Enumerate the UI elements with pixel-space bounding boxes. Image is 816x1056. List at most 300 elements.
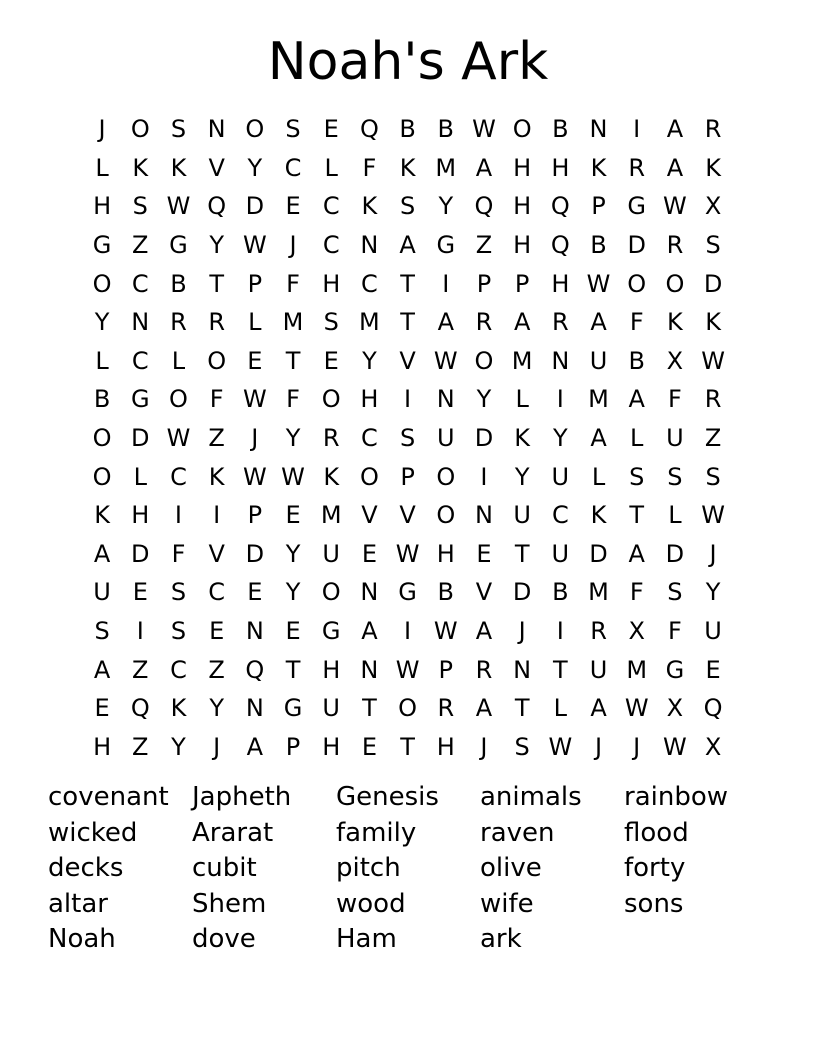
grid-letter: B (552, 115, 569, 144)
grid-letter: E (476, 539, 492, 568)
grid-letter: V (399, 346, 416, 375)
grid-letter: Z (208, 655, 225, 684)
grid-letter: L (668, 501, 682, 530)
grid-letter: O (321, 385, 341, 414)
grid-letter: R (590, 617, 607, 646)
grid-letter: L (630, 424, 644, 453)
grid-letter: Y (285, 539, 301, 568)
grid-letter: Z (132, 655, 149, 684)
grid-letter: Q (474, 192, 494, 221)
grid-letter: S (514, 732, 530, 761)
grid-letter: F (209, 385, 224, 414)
grid-letter: U (322, 694, 340, 723)
grid-letter: Y (94, 308, 110, 337)
word-list-item: covenant (48, 782, 169, 812)
grid-letter: C (361, 424, 378, 453)
word-list-item: dove (192, 924, 256, 954)
grid-letter: N (245, 694, 264, 723)
grid-letter: S (323, 308, 339, 337)
grid-letter: H (551, 153, 570, 182)
grid-letter: X (666, 346, 684, 375)
grid-row (83, 612, 733, 651)
grid-letter: O (92, 424, 112, 453)
grid-letter: K (170, 694, 187, 723)
word-list-item: animals (480, 782, 582, 812)
grid-letter: R (704, 385, 722, 414)
word-list-item: cubit (192, 853, 257, 883)
grid-letter: M (511, 346, 533, 375)
grid-letter: H (360, 385, 379, 414)
grid-letter: C (322, 231, 340, 260)
grid-letter: P (247, 501, 263, 530)
word-list-item: decks (48, 853, 124, 883)
grid-letter: Y (171, 732, 186, 761)
grid-letter: Q (207, 192, 227, 221)
grid-letter: N (589, 115, 608, 144)
grid-letter: L (248, 308, 262, 337)
grid-letter: Y (438, 192, 454, 221)
grid-row (83, 689, 733, 728)
grid-letter: D (131, 424, 150, 453)
grid-row (83, 187, 733, 226)
grid-letter: P (285, 732, 301, 761)
grid-letter: D (665, 539, 685, 568)
grid-letter: T (514, 539, 530, 568)
grid-letter: O (169, 385, 188, 414)
grid-letter: A (475, 694, 493, 723)
grid-letter: D (512, 578, 532, 607)
grid-letter: X (704, 732, 722, 761)
grid-letter: A (590, 424, 607, 453)
grid-row (83, 535, 733, 574)
grid-letter: O (512, 115, 532, 144)
grid-letter: L (95, 153, 109, 182)
grid-letter: G (665, 655, 685, 684)
grid-letter: F (362, 153, 377, 182)
grid-letter: N (360, 655, 379, 684)
grid-letter: H (551, 269, 570, 298)
grid-letter: T (400, 308, 415, 337)
grid-letter: G (92, 231, 112, 260)
grid-letter: A (628, 385, 645, 414)
grid-letter: M (435, 153, 457, 182)
grid-letter: I (404, 385, 412, 414)
grid-letter: M (320, 501, 342, 530)
grid-letter: O (398, 694, 418, 723)
grid-letter: I (442, 269, 450, 298)
grid-letter: R (704, 115, 722, 144)
grid-letter: O (92, 462, 112, 491)
grid-letter: C (361, 269, 378, 298)
grid-letter: U (513, 501, 531, 530)
grid-row (83, 380, 733, 419)
grid-letter: J (633, 732, 641, 761)
grid-letter: K (361, 192, 378, 221)
grid-letter: R (437, 694, 455, 723)
grid-letter: V (208, 539, 225, 568)
grid-letter: W (242, 385, 267, 414)
grid-letter: N (436, 385, 455, 414)
grid-row (83, 728, 733, 767)
grid-letter: E (705, 655, 721, 684)
grid-letter: W (433, 617, 458, 646)
grid-letter: W (395, 655, 420, 684)
grid-letter: C (322, 192, 340, 221)
grid-letter: S (170, 617, 187, 646)
page-title: Noah's Ark (267, 32, 549, 92)
grid-letter: B (399, 115, 416, 144)
grid-letter: H (513, 153, 532, 182)
grid-letter: L (171, 346, 186, 375)
grid-letter: O (207, 346, 227, 375)
grid-letter: J (289, 231, 297, 260)
grid-letter: T (209, 269, 224, 298)
grid-letter: M (588, 578, 609, 607)
grid-letter: R (322, 424, 340, 453)
grid-letter: L (324, 153, 338, 182)
grid-letter: W (663, 732, 687, 761)
grid-letter: W (281, 462, 305, 491)
grid-letter: K (323, 462, 340, 491)
grid-letter: M (359, 308, 380, 337)
grid-letter: S (667, 578, 683, 607)
grid-letter: U (589, 655, 608, 684)
grid-letter: F (286, 385, 300, 414)
word-list-item: Noah (48, 924, 116, 954)
grid-letter: K (208, 462, 225, 491)
word-list-item: family (336, 817, 417, 848)
grid-letter: T (285, 346, 301, 375)
word-list-item: Japheth (192, 782, 292, 812)
word-list-item: altar (48, 888, 108, 919)
grid-letter: K (132, 153, 149, 182)
grid-letter: U (551, 462, 570, 491)
grid-letter: J (98, 115, 106, 144)
grid-letter: N (474, 501, 493, 530)
grid-letter: W (624, 694, 649, 723)
grid-letter: D (245, 192, 265, 221)
grid-letter: S (132, 192, 148, 221)
grid-letter: R (552, 308, 569, 337)
grid-letter: U (666, 424, 684, 453)
grid-letter: E (209, 617, 225, 646)
grid-letter: Y (362, 346, 377, 375)
grid-letter: O (130, 115, 150, 144)
grid-letter: W (663, 192, 687, 221)
grid-letter: P (438, 655, 454, 684)
grid-letter: A (666, 115, 684, 144)
grid-letter: A (246, 732, 264, 761)
grid-letter: H (513, 192, 532, 221)
grid-letter: M (588, 385, 609, 414)
grid-letter: O (321, 578, 341, 607)
grid-letter: W (166, 424, 191, 453)
grid-letter: U (551, 539, 570, 568)
grid-letter: L (515, 385, 529, 414)
grid-letter: X (628, 617, 645, 646)
grid-letter: Z (475, 231, 493, 260)
grid-letter: I (213, 501, 221, 530)
grid-letter: W (433, 346, 458, 375)
grid-letter: Q (550, 192, 570, 221)
grid-row (83, 573, 733, 612)
grid-letter: U (589, 346, 608, 375)
grid-row (83, 342, 733, 381)
grid-row (83, 457, 733, 496)
grid-letter: W (548, 732, 573, 761)
grid-letter: Z (132, 732, 149, 761)
grid-letter: N (551, 346, 570, 375)
grid-row (83, 650, 733, 689)
grid-letter: L (95, 346, 109, 375)
grid-letter: K (667, 308, 683, 337)
grid-letter: R (208, 308, 225, 337)
grid-letter: J (480, 732, 488, 761)
grid-letter: D (131, 539, 150, 568)
grid-letter: I (480, 462, 488, 491)
word-list-item: wicked (48, 817, 138, 848)
grid-letter: C (170, 655, 187, 684)
grid-letter: R (475, 308, 493, 337)
grid-letter: F (171, 539, 186, 568)
grid-letter: F (629, 308, 644, 337)
grid-letter: N (245, 617, 264, 646)
grid-letter: C (170, 462, 187, 491)
grid-letter: A (93, 655, 111, 684)
grid-letter: M (626, 655, 648, 684)
word-list-item: Shem (192, 888, 267, 919)
grid-letter: R (475, 655, 493, 684)
grid-letter: A (437, 308, 454, 337)
word-list-item: olive (480, 853, 542, 883)
grid-letter: E (94, 694, 110, 723)
grid-letter: A (666, 153, 684, 182)
grid-row (83, 110, 733, 149)
grid-letter: F (668, 617, 682, 646)
grid-letter: T (553, 655, 568, 684)
grid-letter: N (207, 115, 226, 144)
grid-letter: Z (132, 231, 149, 260)
grid-letter: Y (209, 694, 224, 723)
grid-letter: Y (476, 385, 492, 414)
grid-letter: P (514, 269, 530, 298)
grid-letter: Y (514, 462, 530, 491)
grid-letter: Z (208, 424, 225, 453)
letter-grid (83, 110, 733, 766)
grid-letter: H (322, 732, 341, 761)
grid-letter: C (131, 346, 149, 375)
grid-letter: J (594, 732, 603, 761)
grid-letter: Q (703, 694, 723, 723)
grid-letter: H (322, 269, 341, 298)
grid-letter: G (627, 192, 647, 221)
grid-letter: W (701, 346, 725, 375)
grid-letter: O (627, 269, 647, 298)
grid-letter: V (361, 501, 378, 530)
grid-letter: F (286, 269, 300, 298)
grid-letter: A (475, 153, 493, 182)
grid-letter: D (627, 231, 646, 260)
grid-letter: T (285, 655, 301, 684)
grid-letter: W (166, 192, 191, 221)
grid-letter: I (404, 617, 412, 646)
grid-letter: V (399, 501, 416, 530)
word-list (48, 780, 768, 958)
grid-letter: E (247, 346, 263, 375)
grid-letter: E (361, 539, 377, 568)
grid-letter: W (472, 115, 496, 144)
grid-letter: P (400, 462, 415, 491)
grid-letter: J (709, 539, 717, 568)
grid-letter: Y (285, 424, 301, 453)
grid-letter: P (591, 192, 606, 221)
grid-letter: J (213, 732, 221, 761)
grid-letter: P (476, 269, 492, 298)
grid-letter: R (170, 308, 187, 337)
grid-letter: K (94, 501, 110, 530)
grid-letter: O (665, 269, 685, 298)
grid-letter: G (283, 694, 303, 723)
grid-letter: N (131, 308, 150, 337)
grid-letter: K (590, 501, 607, 530)
grid-letter: B (93, 385, 111, 414)
grid-letter: Y (247, 153, 263, 182)
grid-letter: E (132, 578, 148, 607)
grid-letter: B (628, 346, 645, 375)
grid-letter: L (591, 462, 606, 491)
word-list-item: flood (624, 817, 689, 848)
grid-letter: O (359, 462, 379, 491)
grid-letter: A (399, 231, 416, 260)
grid-letter: A (628, 539, 645, 568)
grid-row (83, 303, 733, 342)
grid-letter: R (666, 231, 684, 260)
grid-letter: B (590, 231, 607, 260)
grid-letter: A (513, 308, 531, 337)
grid-letter: O (474, 346, 494, 375)
grid-letter: N (360, 578, 379, 607)
grid-letter: I (174, 501, 182, 530)
grid-letter: Q (550, 231, 570, 260)
grid-letter: K (399, 153, 416, 182)
word-list-item: rainbow (624, 782, 728, 812)
word-list-item: Genesis (336, 782, 439, 812)
grid-letter: W (242, 462, 267, 491)
grid-letter: A (590, 308, 607, 337)
grid-letter: I (136, 617, 144, 646)
grid-letter: H (93, 192, 112, 221)
grid-letter: S (399, 192, 416, 221)
grid-letter: I (556, 385, 564, 414)
grid-letter: S (705, 462, 721, 491)
grid-letter: F (629, 578, 644, 607)
grid-letter: V (208, 153, 225, 182)
grid-letter: Z (704, 424, 722, 453)
grid-letter: I (556, 617, 564, 646)
grid-letter: U (93, 578, 111, 607)
grid-letter: Q (130, 694, 150, 723)
grid-letter: A (93, 539, 111, 568)
grid-letter: A (590, 694, 607, 723)
grid-letter: O (245, 115, 265, 144)
grid-letter: B (437, 578, 455, 607)
grid-letter: H (93, 732, 112, 761)
grid-letter: L (133, 462, 147, 491)
grid-letter: W (395, 539, 420, 568)
grid-letter: C (131, 269, 149, 298)
grid-letter: T (400, 732, 415, 761)
grid-letter: E (361, 732, 377, 761)
grid-letter: J (251, 424, 259, 453)
grid-letter: U (704, 617, 722, 646)
grid-letter: E (323, 346, 339, 375)
word-list-item: raven (480, 817, 555, 848)
word-list-item: ark (480, 924, 522, 954)
grid-row (83, 226, 733, 265)
grid-letter: D (474, 424, 494, 453)
grid-letter: C (551, 501, 569, 530)
grid-letter: H (513, 231, 532, 260)
grid-letter: Q (359, 115, 379, 144)
grid-letter: G (169, 231, 188, 260)
grid-letter: O (436, 501, 456, 530)
word-list-item: sons (624, 888, 684, 919)
grid-letter: N (513, 655, 532, 684)
grid-letter: E (285, 192, 301, 221)
grid-letter: D (703, 269, 723, 298)
grid-letter: K (705, 308, 721, 337)
grid-letter: T (400, 269, 415, 298)
grid-letter: W (242, 231, 267, 260)
grid-row (83, 496, 733, 535)
grid-letter: E (285, 501, 301, 530)
grid-letter: S (667, 462, 683, 491)
grid-letter: T (629, 501, 645, 530)
grid-row (83, 264, 733, 303)
grid-letter: B (437, 115, 455, 144)
grid-letter: D (245, 539, 265, 568)
grid-letter: T (514, 694, 530, 723)
grid-letter: U (322, 539, 340, 568)
grid-letter: F (668, 385, 682, 414)
grid-letter: W (586, 269, 611, 298)
grid-letter: X (666, 694, 684, 723)
grid-letter: V (475, 578, 493, 607)
grid-letter: S (705, 231, 721, 260)
grid-letter: P (247, 269, 263, 298)
grid-letter: Q (245, 655, 265, 684)
grid-letter: N (360, 231, 379, 260)
grid-letter: S (170, 115, 187, 144)
grid-letter: Y (285, 578, 301, 607)
grid-letter: R (628, 153, 646, 182)
grid-letter: E (323, 115, 339, 144)
grid-letter: B (170, 269, 187, 298)
grid-letter: K (170, 153, 187, 182)
grid-letter: Y (209, 231, 224, 260)
grid-letter: H (436, 732, 455, 761)
grid-letter: H (436, 539, 455, 568)
grid-letter: W (701, 501, 725, 530)
grid-letter: C (284, 153, 302, 182)
grid-letter: X (704, 192, 722, 221)
grid-letter: S (285, 115, 301, 144)
grid-row (83, 149, 733, 188)
grid-letter: S (170, 578, 187, 607)
grid-letter: H (322, 655, 341, 684)
grid-letter: T (362, 694, 377, 723)
grid-letter: S (399, 424, 416, 453)
